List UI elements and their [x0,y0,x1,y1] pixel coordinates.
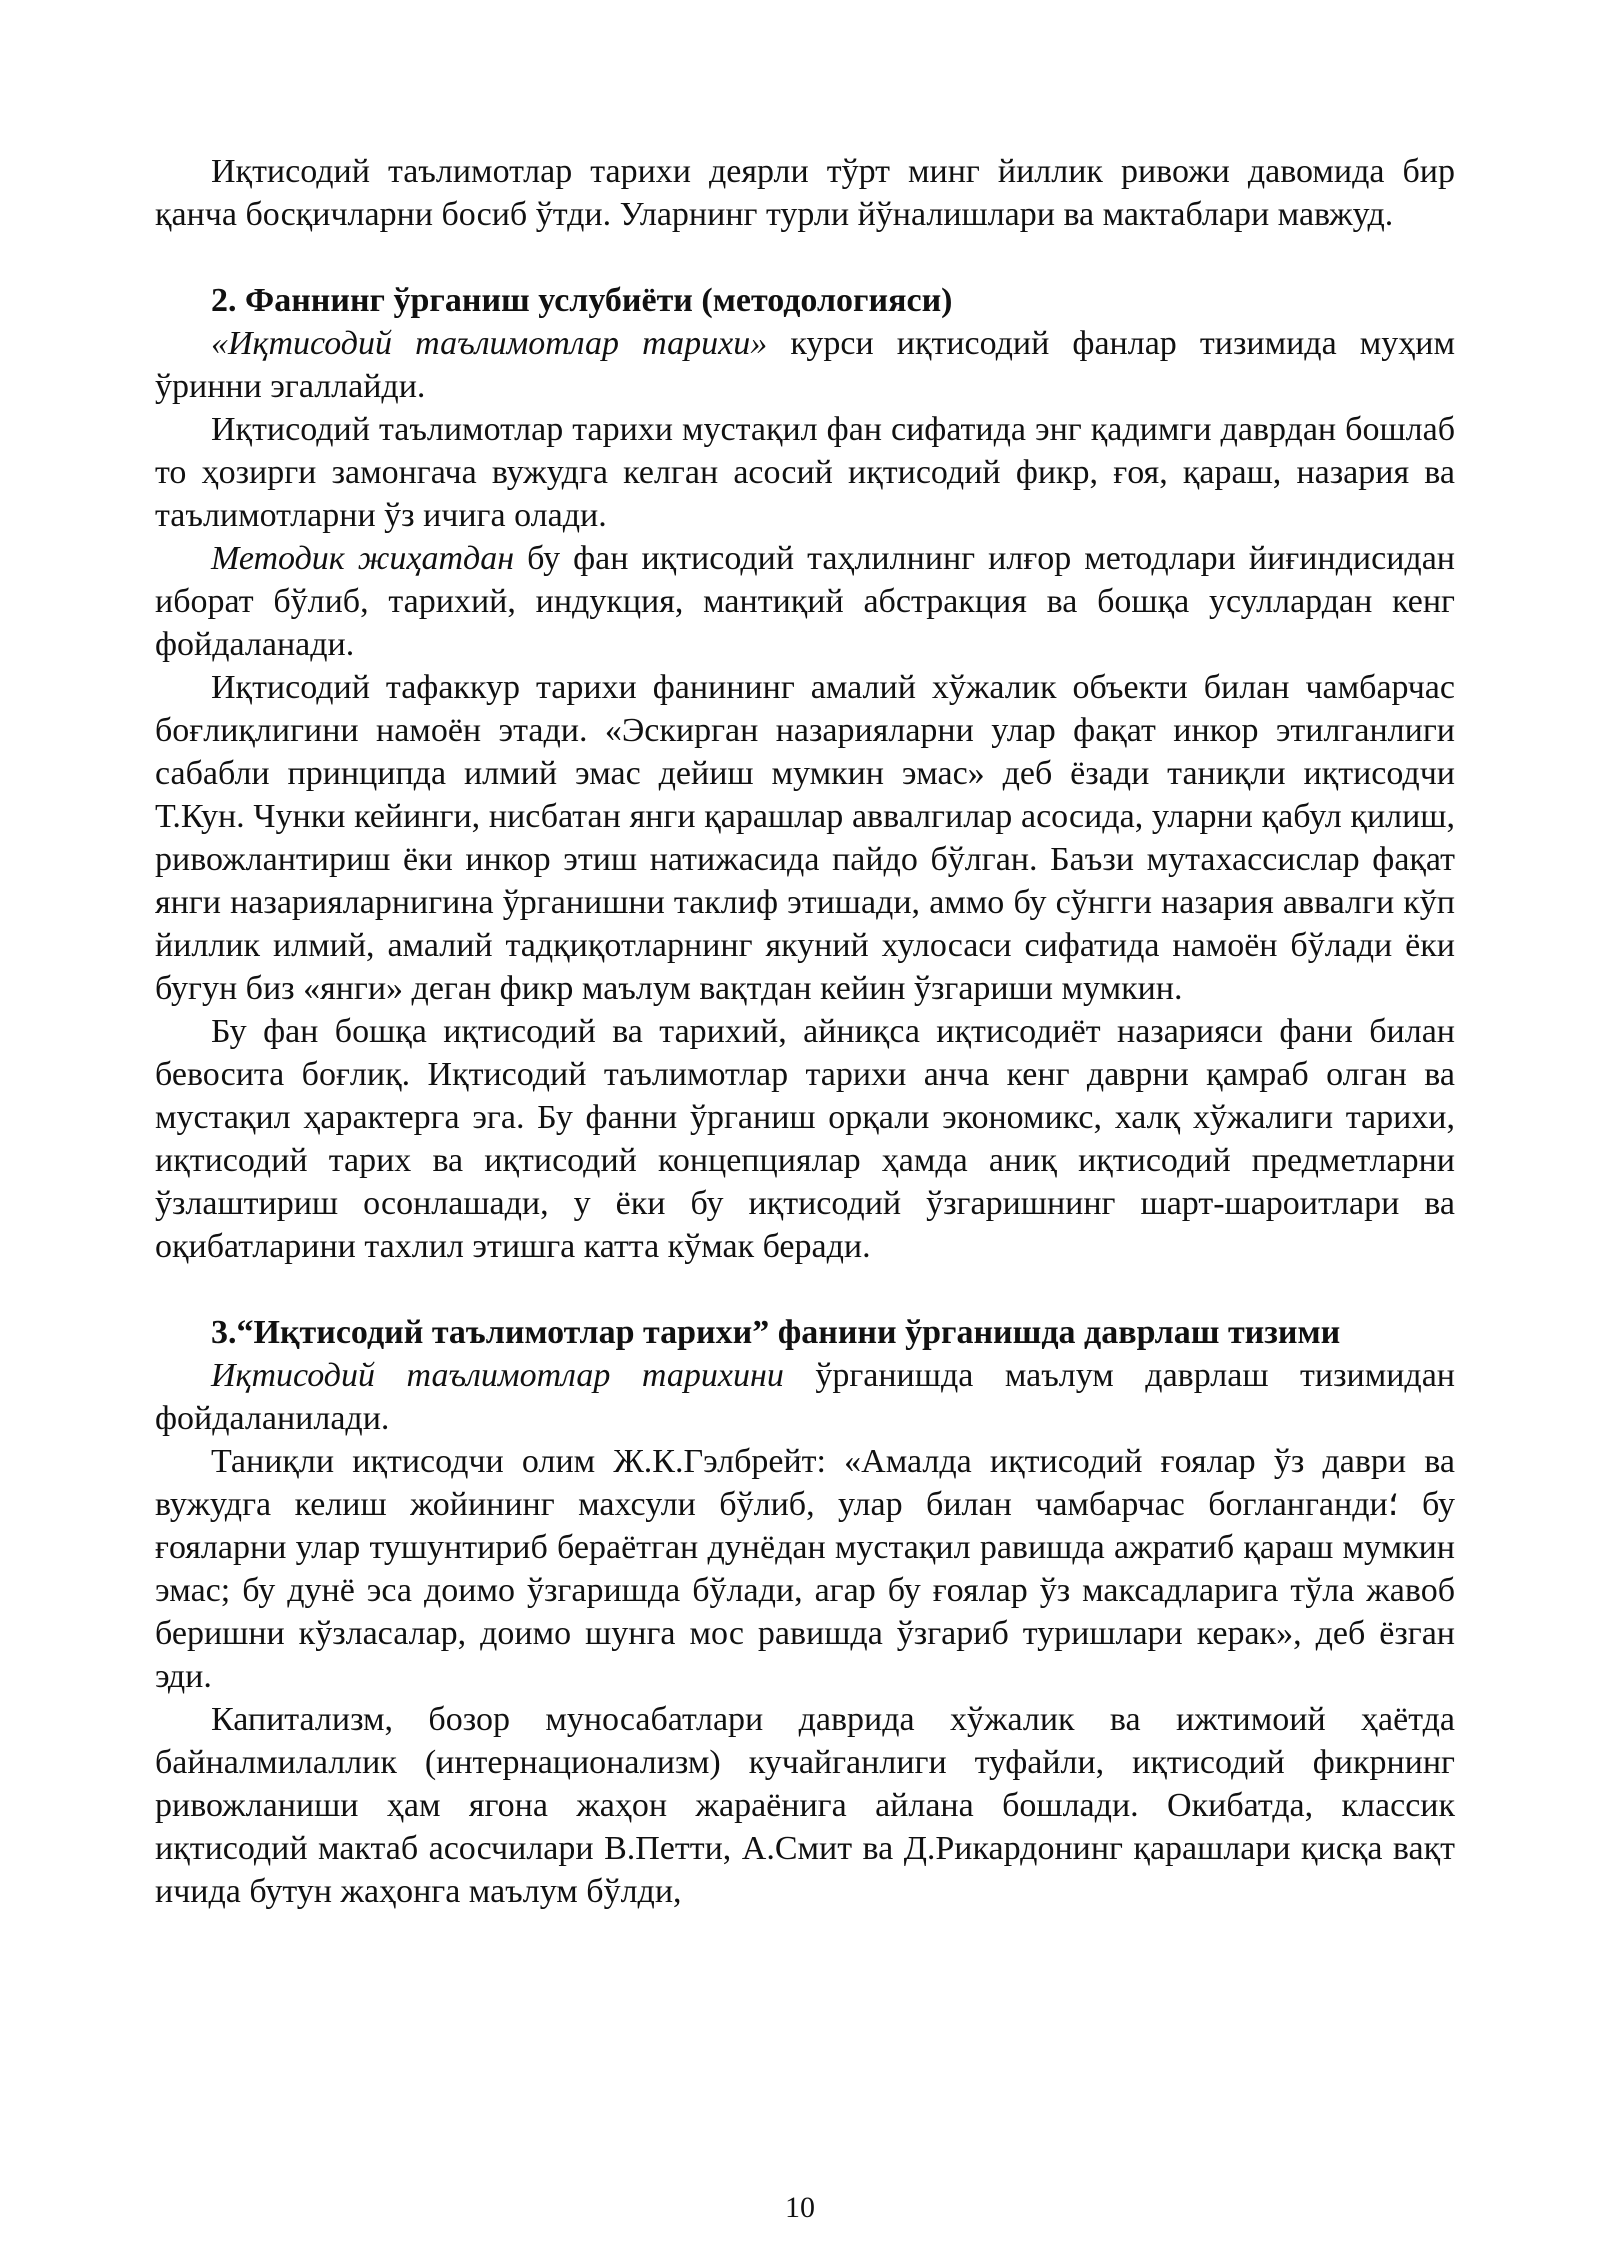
paragraph-galbraith-quote: Таниқли иқтисодчи олим Ж.К.Гэлбрейт: «Амалда иқтисодий ғоялар ўз даври ва вужудга келиш жойининг махсули бўлиб, улар билан чамбарчас богланганди؛ бу ғояларни улар тушунтириб бераётган дунёдан мустақил равишда ажратиб қараш мумкин эмас; бу дунё эса доимо ўзгаришда бўлади, агар бу ғоялар ўз максадларига тўла жавоб беришни кўзласалар, доимо шунга мос равишда ўзгариб туришлари керак», деб ёзган эди. [155,1443,1455,1695]
italic-course-title: «Иқтисодий таълимотлар тарихи» [211,325,768,362]
section-heading-2: 2. Фаннинг ўрганиш услубиёти (методологияси) [211,282,953,319]
paragraph-independent-science: Иқтисодий таълимотлар тарихи мустақил фан сифатида энг қадимги даврдан бошлаб то ҳозирги замонгача вужудга келган асосий иқтисодий фикр, ғоя, қараш, назария ва таълимотларни ўз ичига олади. [155,411,1455,534]
paragraph-methodology-text: бу фан иқтисодий таҳлилнинг илғор методлари йиғиндисидан иборат бўлиб, тарихий, индукция, мантиқий абстракция ва бошқа усуллардан кенг фойдаланади. [155,540,1455,663]
italic-methodology-term: Методик жиҳатдан [211,540,515,577]
section-heading-3: 3.“Иқтисодий таълимотлар тарихи” фанини ўрганишда даврлаш тизими [211,1314,1341,1351]
paragraph-course-importance-text: курси иқтисодий фанлар тизимида муҳим ўринни эгаллайди. [155,325,1456,405]
paragraph-capitalism: Капитализм, бозор муносабатлари даврида хўжалик ва ижтимоий ҳаётда байналмилаллик (интернационализм) кучайганлиги туфайли, иқтисодий фикрнинг ривожланиши ҳам ягона жаҳон жараёнига айлана бошлади. Окибатда, классик иқтисодий мактаб асосчилари В.Петти, А.Смит ва Д.Рикардонинг қарашлари қисқа вақт ичида бутун жаҳонга маълум бўлди, [155,1701,1455,1910]
page-content [155,150,1455,1913]
page-number: 10 [785,2191,815,2224]
paragraph-periodization-text: ўрганишда маълум даврлаш тизимидан фойдаланилади. [155,1357,1455,1437]
paragraph-intro: Иқтисодий таълимотлар тарихи деярли тўрт минг йиллик ривожи давомида бир қанча босқичларни босиб ўтди. Уларнинг турли йўналишлари ва мактаблари мавжуд. [155,153,1455,233]
paragraph-course-importance [155,322,1455,408]
italic-history-term: Иқтисодий таълимотлар тарихини [211,1357,784,1394]
paragraph-related-sciences: Бу фан бошқа иқтисодий ва тарихий, айниқса иқтисодиёт назарияси фани билан бевосита боғлиқ. Иқтисодий таълимотлар тарихи анча кенг даврни қамраб олган ва мустақил ҳарактерга эга. Бу фанни ўрганиш орқали экономикс, халқ хўжалиги тарихи, иқтисодий тарих ва иқтисодий концепциялар ҳамда аниқ иқтисодий предметларни ўзлаштириш осонлашади, у ёки бу иқтисодий ўзгаришнинг шарт-шароитлари ва оқибатларини тахлил этишга катта кўмак беради. [155,1013,1455,1265]
paragraph-periodization [155,1354,1455,1440]
paragraph-methodology [155,537,1455,666]
paragraph-kuhn-quote: Иқтисодий тафаккур тарихи фанининг амалий хўжалик объекти билан чамбарчас боғлиқлигини намоён этади. «Эскирган назарияларни улар фақат инкор этилганлиги сабабли принципда илмий эмас дейиш мумкин эмас» деб ёзади таниқли иқтисодчи Т.Кун. Чунки кейинги, нисбатан янги қарашлар аввалгилар асосида, уларни қабул қилиш, ривожлантириш ёки инкор этиш натижасида пайдо бўлган. Баъзи мутахассислар фақат янги назарияларнигина ўрганишни таклиф этишади, аммо бу сўнгги назария аввалги кўп йиллик илмий, амалий тадқиқотларнинг якуний хулосаси сифатида намоён бўлади ёки бугун биз «янги» деган фикр маълум вақтдан кейин ўзгариши мумкин. [155,669,1455,1007]
